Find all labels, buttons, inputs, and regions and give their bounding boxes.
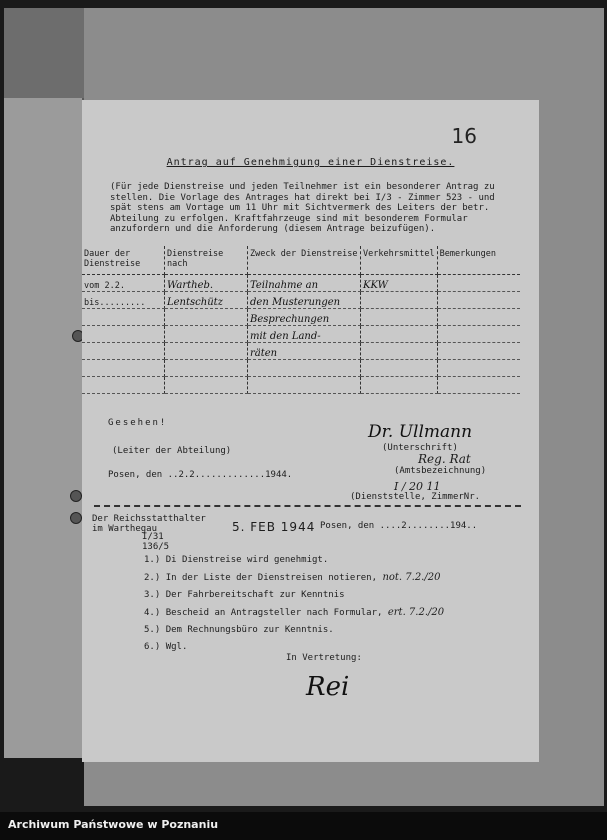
- punch-hole: [70, 490, 82, 502]
- authority-line: Der Reichsstatthalter: [92, 514, 206, 524]
- handwritten-note: ert. 7.2./20: [387, 607, 445, 618]
- file-reference: [142, 532, 169, 552]
- table-cell: Wartheb.: [165, 275, 248, 292]
- list-item: 1.) Di Dienstreise wird genehmigt.: [144, 555, 329, 565]
- seen-label: Gesehen!: [108, 418, 168, 428]
- table-cell: räten: [248, 343, 361, 360]
- column-header: Bemerkungen: [437, 246, 520, 275]
- table-cell: [437, 292, 520, 309]
- table-cell: vom 2.2.: [82, 275, 165, 292]
- travel-table: [82, 246, 520, 394]
- instruction-list: [144, 552, 444, 656]
- document-title: Antrag auf Genehmigung einer Dienstreise.: [166, 157, 455, 168]
- table-cell: KKW: [361, 275, 438, 292]
- column-header: Dauer der Dienstreise: [82, 246, 165, 275]
- table-cell: [165, 377, 248, 394]
- file-reference-line: 136/5: [142, 542, 170, 552]
- list-item: 5.) Dem Rechnungsbüro zur Kenntnis.: [144, 625, 334, 635]
- table-cell: [248, 377, 361, 394]
- table-header-row: [82, 246, 520, 275]
- file-reference-line: I/31: [142, 532, 164, 542]
- handwritten-signature: Dr. Ullmann: [368, 422, 473, 442]
- place-date-line-2: Posen, den ....2........194..: [320, 521, 478, 531]
- table-cell: Teilnahme an: [248, 275, 361, 292]
- table-row: [82, 343, 520, 360]
- table-cell: [437, 377, 520, 394]
- office-room-handwritten: I / 20 11: [394, 480, 441, 493]
- list-item: 2.) In der Liste der Dienstreisen notieren, not. 7.2./20: [144, 572, 441, 583]
- folder-tab: [4, 8, 84, 98]
- table-cell: [82, 326, 165, 343]
- table-cell: [165, 326, 248, 343]
- table-row: [82, 377, 520, 394]
- list-item: 3.) Der Fahrbereitschaft zur Kenntnis: [144, 590, 345, 600]
- table-cell: [82, 309, 165, 326]
- table-cell: [361, 360, 438, 377]
- official-title-label: (Amtsbezeichnung): [394, 466, 487, 476]
- department-head-label: (Leiter der Abteilung): [112, 446, 232, 456]
- table-cell: bis.........: [82, 292, 165, 309]
- column-header: Dienstreise nach: [165, 246, 248, 275]
- handwritten-signature-2: Rei: [306, 672, 350, 702]
- table-cell: [361, 377, 438, 394]
- authority-line: im Warthegau: [92, 524, 158, 534]
- table-cell: mit den Land-: [248, 326, 361, 343]
- punch-hole: [70, 512, 82, 524]
- table-cell: [437, 343, 520, 360]
- table-row: [82, 326, 520, 343]
- table-cell: den Musterungen: [248, 292, 361, 309]
- table-row: [82, 309, 520, 326]
- representation-label: In Vertretung:: [286, 653, 362, 663]
- document-page: [82, 100, 539, 762]
- table-cell: Besprechungen: [248, 309, 361, 326]
- table-cell: [437, 275, 520, 292]
- table-cell: [361, 309, 438, 326]
- table-cell: [361, 326, 438, 343]
- table-cell: [165, 343, 248, 360]
- date-stamp: 5. FEB 1944: [232, 520, 316, 534]
- place-date-line: Posen, den ..2.2.............1944.: [108, 470, 293, 480]
- table-cell: [248, 360, 361, 377]
- list-item: 6.) Wgl.: [144, 642, 188, 652]
- title-handwritten: Reg. Rat: [418, 452, 471, 466]
- table-cell: [165, 309, 248, 326]
- list-item: 4.) Bescheid an Antragsteller nach Formular, ert. 7.2./20: [144, 607, 445, 618]
- table-cell: [361, 292, 438, 309]
- office-room-label: (Dienststelle, ZimmerNr.: [350, 492, 481, 502]
- table-cell: [437, 326, 520, 343]
- table-cell: [82, 377, 165, 394]
- table-cell: [437, 309, 520, 326]
- page-number: 16: [451, 124, 477, 148]
- table-row: [82, 360, 520, 377]
- table-row: [82, 292, 520, 309]
- table-cell: [82, 343, 165, 360]
- authority-heading: [92, 514, 206, 534]
- handwritten-note: not. 7.2./20: [382, 572, 441, 583]
- column-header: Zweck der Dienstreise: [248, 246, 361, 275]
- archive-footer: [0, 812, 607, 840]
- table-cell: [437, 360, 520, 377]
- table-row: [82, 275, 520, 292]
- left-sheet-edge: [4, 98, 84, 758]
- archive-name: Archiwum Państwowe w Poznaniu: [8, 818, 219, 831]
- section-divider: [94, 505, 521, 507]
- table-cell: [361, 343, 438, 360]
- signature-label: (Unterschrift): [382, 443, 458, 453]
- instructions-note: (Für jede Dienstreise und jeden Teilnehmer ist ein besonderer Antrag zu stellen. Die Vorlage des Antrages hat direkt bei I/3 - Zimmer 523 - und spät stens am Vortage um 11 Uhr mit Sichtvermerk des Leiters der betr. Abteilung zu erfolgen. Kraftfahrzeuge sind mit besonderem Formular anzufordern und die Anforderung (diesem Antrage beizufügen).: [110, 182, 495, 234]
- table-cell: [82, 360, 165, 377]
- column-header: Verkehrsmittel: [361, 246, 438, 275]
- table-cell: Lentschütz: [165, 292, 248, 309]
- table-cell: [165, 360, 248, 377]
